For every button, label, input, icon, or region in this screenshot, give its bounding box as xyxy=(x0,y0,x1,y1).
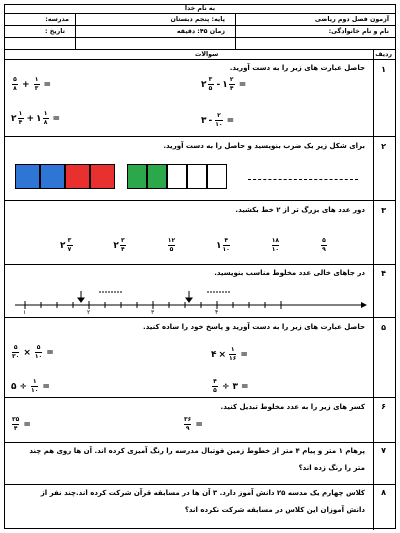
expression-q1a: $\frac{۵}{۸}$ + $\frac{۱}{۳}$ = xyxy=(13,76,52,92)
expression-q6a: $\frac{۳۵}{۴}$ = xyxy=(12,416,31,432)
row-column-header: ردیف xyxy=(375,51,392,58)
expression-q6b: $\frac{۳۶}{۹}$ = xyxy=(184,416,203,432)
page-title: به نام خدا xyxy=(184,5,216,12)
question-text: کسر های زیر را به عدد مخلوط تبدیل کنید. xyxy=(220,403,365,411)
divider xyxy=(5,13,395,14)
question-text-line1: پرهام ۱ متر و پیام ۴ متر از خطوط زمین فوتبال مدرسه را رنگ آمیزی کرده اند. آن ها روی هم چند xyxy=(29,447,365,455)
divider xyxy=(5,37,395,38)
bar-group-2 xyxy=(127,164,227,189)
divider xyxy=(5,25,395,26)
row-number: ۵ xyxy=(381,323,386,332)
question-text-line1: کلاس چهارم یک مدسه ۲۵ دانش آموز دارد. ۳ آن ها در مسابقه قرآن شرکت کرده اند.چند نفر از xyxy=(40,489,365,497)
grade-label: پایه: پنجم دبستان xyxy=(170,16,225,23)
fraction: $\frac{۱۲}{۵}$ xyxy=(167,237,176,253)
expression-q5c: ۵ ÷ $\frac{۱}{۱۰}$ = xyxy=(11,378,50,394)
tick-label: ۴ xyxy=(215,309,219,316)
divider xyxy=(5,317,395,318)
expression-q5a: $\frac{۵}{۳۰}$ × $\frac{۵}{۱۰}$ = xyxy=(12,344,54,360)
school-label: مدرسه: xyxy=(45,16,69,23)
colored-cell xyxy=(15,164,40,189)
divider xyxy=(373,49,374,530)
divider xyxy=(5,200,395,201)
colored-cell xyxy=(127,164,147,189)
divider xyxy=(5,442,395,443)
exam-sheet xyxy=(4,4,396,529)
question-text-line2: متر را رنگ زده اند؟ xyxy=(298,464,365,472)
colored-cell xyxy=(40,164,65,189)
divider xyxy=(5,264,395,265)
expression-q1c: ۲ $\frac{۱}{۴}$ + ۱ $\frac{۱}{۸}$ = xyxy=(11,110,61,126)
divider xyxy=(5,484,395,485)
divider xyxy=(5,136,395,137)
time-label: زمان ۴۵: دقیقه xyxy=(176,28,225,35)
question-text-line2: دانش آموزان این کلاس در مسابقه شرکت نکرده اند؟ xyxy=(184,506,365,514)
colored-cell xyxy=(90,164,115,189)
tick-label: ۱ xyxy=(23,309,27,316)
colored-cell xyxy=(65,164,90,189)
number-list xyxy=(60,238,328,253)
fraction: $\frac{۱۸}{۱۰}$ xyxy=(271,237,280,253)
expression-q5b: ۴ × $\frac{۱}{۱۶}$ = xyxy=(211,346,248,362)
divider xyxy=(5,49,395,50)
number-line xyxy=(11,285,369,315)
row-number: ۱ xyxy=(381,65,386,74)
tick-label: ۳ xyxy=(151,309,155,316)
expression-q5d: $\frac{۴}{۵}$ ÷ ۳ = xyxy=(213,378,249,394)
fraction: $\frac{۵}{۹}$ xyxy=(322,237,326,253)
colored-cell xyxy=(207,164,227,189)
colored-cell xyxy=(167,164,187,189)
mixed-number: ۲ $\frac{۳}{۴}$ xyxy=(113,237,125,253)
question-text: در جاهای خالی عدد مخلوط مناسب بنویسید. xyxy=(214,269,365,277)
student-name-label: نام و نام خانوادگی: xyxy=(328,28,389,35)
divider xyxy=(5,59,395,60)
date-label: تاریخ : xyxy=(45,28,65,35)
answer-line xyxy=(248,179,358,180)
divider xyxy=(75,13,76,49)
divider xyxy=(235,13,236,49)
mixed-number: ۲ $\frac{۳}{۷}$ xyxy=(60,237,72,253)
expression-q1d: ۳ - $\frac{۲}{۱۰}$ = xyxy=(201,112,235,128)
expression-q1b: ۲ $\frac{۳}{۵}$ - ۱ $\frac{۲}{۴}$ = xyxy=(201,76,247,92)
row-number: ۲ xyxy=(381,142,386,151)
question-text: حاصل عبارت های زیر را به دست آورید. xyxy=(229,64,365,72)
row-number: ۴ xyxy=(381,269,386,278)
bar-group-1 xyxy=(15,164,115,189)
tick-label: ۲ xyxy=(87,309,91,316)
row-number: ۸ xyxy=(381,488,386,497)
colored-cell xyxy=(147,164,167,189)
exam-title: آزمون فصل دوم ریاضی xyxy=(314,16,389,23)
row-number: ۶ xyxy=(381,402,386,411)
row-number: ۷ xyxy=(381,446,386,455)
question-text: حاصل عبارت های زیر را به دست آورید و پاسخ خود را ساده کنید. xyxy=(143,323,365,331)
questions-column-header: سوالات xyxy=(195,51,219,58)
colored-cell xyxy=(187,164,207,189)
question-text: برای شکل زیر یک ضرب بنویسید و حاصل را به دست آورید. xyxy=(163,142,365,150)
row-number: ۳ xyxy=(381,206,386,215)
mixed-number: ۱ $\frac{۴}{۱۰}$ xyxy=(216,237,230,253)
divider xyxy=(5,397,395,398)
question-text: دور عدد های بزرگ تر از ۲ خط بکشید. xyxy=(235,206,365,214)
